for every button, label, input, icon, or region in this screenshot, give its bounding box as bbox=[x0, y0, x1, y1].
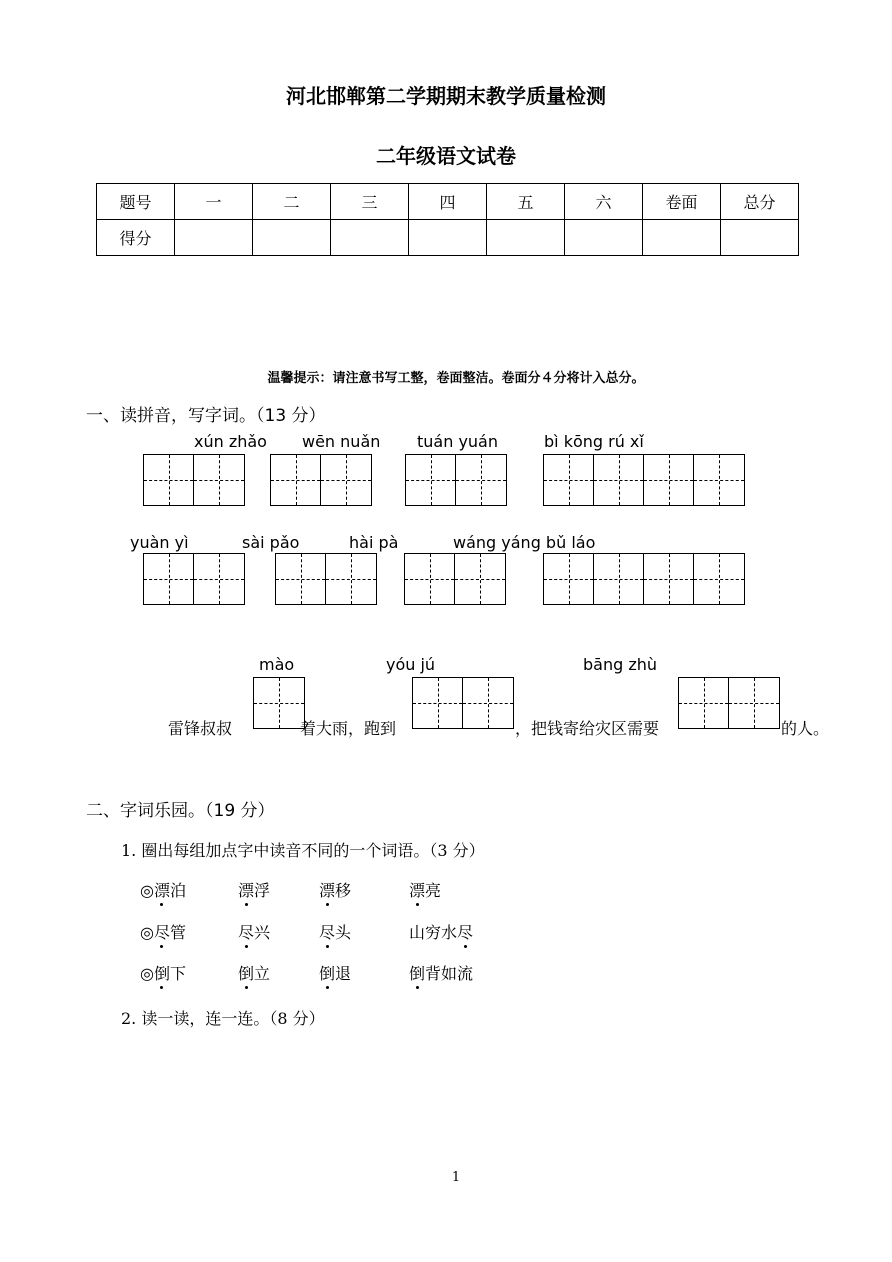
score-table-header-row bbox=[97, 184, 799, 220]
word-option[interactable] bbox=[140, 961, 186, 984]
score-header-cell: 一 bbox=[175, 184, 253, 220]
page-title: 河北邯郸第二学期期末教学质量检测 bbox=[286, 84, 606, 108]
score-cell[interactable] bbox=[487, 220, 565, 256]
word-suffix: 泊 bbox=[169, 881, 186, 900]
sentence-text: 的人。 bbox=[781, 719, 830, 738]
word-option[interactable] bbox=[238, 878, 270, 901]
word-prefix: ◎ bbox=[140, 881, 154, 900]
tip-text: 温馨提示：请注意书写工整，卷面整洁。卷面分４分将计入总分。 bbox=[267, 371, 645, 386]
word-option[interactable] bbox=[238, 920, 270, 943]
word-suffix: 下 bbox=[169, 964, 186, 983]
word-prefix: ◎ bbox=[140, 964, 154, 983]
score-header-cell: 四 bbox=[409, 184, 487, 220]
word-option[interactable] bbox=[319, 961, 351, 984]
page-subtitle: 二年级语文试卷 bbox=[376, 144, 516, 168]
writing-grid[interactable] bbox=[678, 677, 780, 729]
dotted-char: 倒 bbox=[238, 961, 254, 984]
word-option[interactable] bbox=[140, 878, 186, 901]
word-suffix: 立 bbox=[254, 964, 271, 983]
word-prefix: 山穷水 bbox=[409, 923, 458, 942]
dotted-char: 漂 bbox=[238, 878, 254, 901]
word-suffix: 退 bbox=[335, 964, 352, 983]
pinyin-label: wēn nuǎn bbox=[302, 432, 381, 451]
dotted-char: 尽 bbox=[457, 920, 473, 943]
section2-heading: 二、字词乐园。（19 分） bbox=[86, 801, 275, 821]
score-header-cell: 题号 bbox=[97, 184, 175, 220]
dotted-char: 尽 bbox=[319, 920, 335, 943]
score-cell[interactable] bbox=[643, 220, 721, 256]
score-cell[interactable] bbox=[253, 220, 331, 256]
dotted-char: 倒 bbox=[319, 961, 335, 984]
word-option[interactable] bbox=[238, 961, 270, 984]
word-option[interactable] bbox=[319, 878, 351, 901]
pinyin-label: sài pǎo bbox=[242, 533, 300, 552]
score-header-cell: 总分 bbox=[721, 184, 799, 220]
word-suffix: 头 bbox=[335, 923, 352, 942]
question-1: 1. 圈出每组加点字中读音不同的一个词语。（3 分） bbox=[121, 841, 485, 860]
writing-grid[interactable] bbox=[143, 454, 245, 506]
dotted-char: 倒 bbox=[154, 961, 170, 984]
sentence-text: 雷锋叔叔 bbox=[168, 719, 233, 738]
score-header-cell: 二 bbox=[253, 184, 331, 220]
score-cell[interactable] bbox=[331, 220, 409, 256]
page-number: 1 bbox=[451, 1170, 461, 1185]
score-header-cell: 五 bbox=[487, 184, 565, 220]
word-suffix: 兴 bbox=[254, 923, 271, 942]
word-option[interactable] bbox=[140, 920, 186, 943]
writing-grid[interactable] bbox=[270, 454, 372, 506]
pinyin-label: tuán yuán bbox=[417, 432, 498, 451]
pinyin-label: bāng zhù bbox=[583, 655, 658, 674]
score-cell[interactable] bbox=[565, 220, 643, 256]
writing-grid[interactable] bbox=[543, 553, 745, 605]
writing-grid[interactable] bbox=[404, 553, 506, 605]
dotted-char: 漂 bbox=[409, 878, 425, 901]
dotted-char: 漂 bbox=[154, 878, 170, 901]
writing-grid[interactable] bbox=[143, 553, 245, 605]
word-option[interactable] bbox=[409, 920, 473, 943]
section1-heading: 一、读拼音，写字词。（13 分） bbox=[86, 406, 326, 426]
score-row-label: 得分 bbox=[97, 220, 175, 256]
dotted-char: 漂 bbox=[319, 878, 335, 901]
writing-grid[interactable] bbox=[543, 454, 745, 506]
word-suffix: 移 bbox=[335, 881, 352, 900]
writing-grid[interactable] bbox=[275, 553, 377, 605]
score-table-score-row bbox=[97, 220, 799, 256]
pinyin-label: yóu jú bbox=[386, 655, 436, 674]
word-prefix: ◎ bbox=[140, 923, 154, 942]
writing-grid[interactable] bbox=[405, 454, 507, 506]
dotted-char: 尽 bbox=[154, 920, 170, 943]
score-cell[interactable] bbox=[175, 220, 253, 256]
word-option[interactable] bbox=[409, 961, 473, 984]
word-suffix: 管 bbox=[169, 923, 186, 942]
score-header-cell: 卷面 bbox=[643, 184, 721, 220]
pinyin-label: bì kōng rú xǐ bbox=[544, 432, 644, 451]
sentence-text: 着大雨，跑到 bbox=[300, 719, 397, 738]
pinyin-label: mào bbox=[259, 655, 295, 674]
word-suffix: 背如流 bbox=[425, 964, 474, 983]
sentence-text: ，把钱寄给灾区需要 bbox=[515, 719, 660, 738]
pinyin-label: yuàn yì bbox=[130, 533, 189, 552]
word-option[interactable] bbox=[319, 920, 351, 943]
writing-grid[interactable] bbox=[412, 677, 514, 729]
word-suffix: 亮 bbox=[425, 881, 442, 900]
score-table bbox=[96, 183, 799, 256]
pinyin-label: hài pà bbox=[349, 533, 399, 552]
dotted-char: 倒 bbox=[409, 961, 425, 984]
writing-grid[interactable] bbox=[253, 677, 305, 729]
pinyin-label: xún zhǎo bbox=[194, 432, 267, 451]
word-suffix: 浮 bbox=[254, 881, 271, 900]
score-header-cell: 六 bbox=[565, 184, 643, 220]
dotted-char: 尽 bbox=[238, 920, 254, 943]
pinyin-label: wáng yáng bǔ láo bbox=[453, 533, 596, 552]
score-header-cell: 三 bbox=[331, 184, 409, 220]
score-cell[interactable] bbox=[409, 220, 487, 256]
question-2: 2. 读一读，连一连。（8 分） bbox=[121, 1009, 325, 1028]
score-cell[interactable] bbox=[721, 220, 799, 256]
word-option[interactable] bbox=[409, 878, 441, 901]
